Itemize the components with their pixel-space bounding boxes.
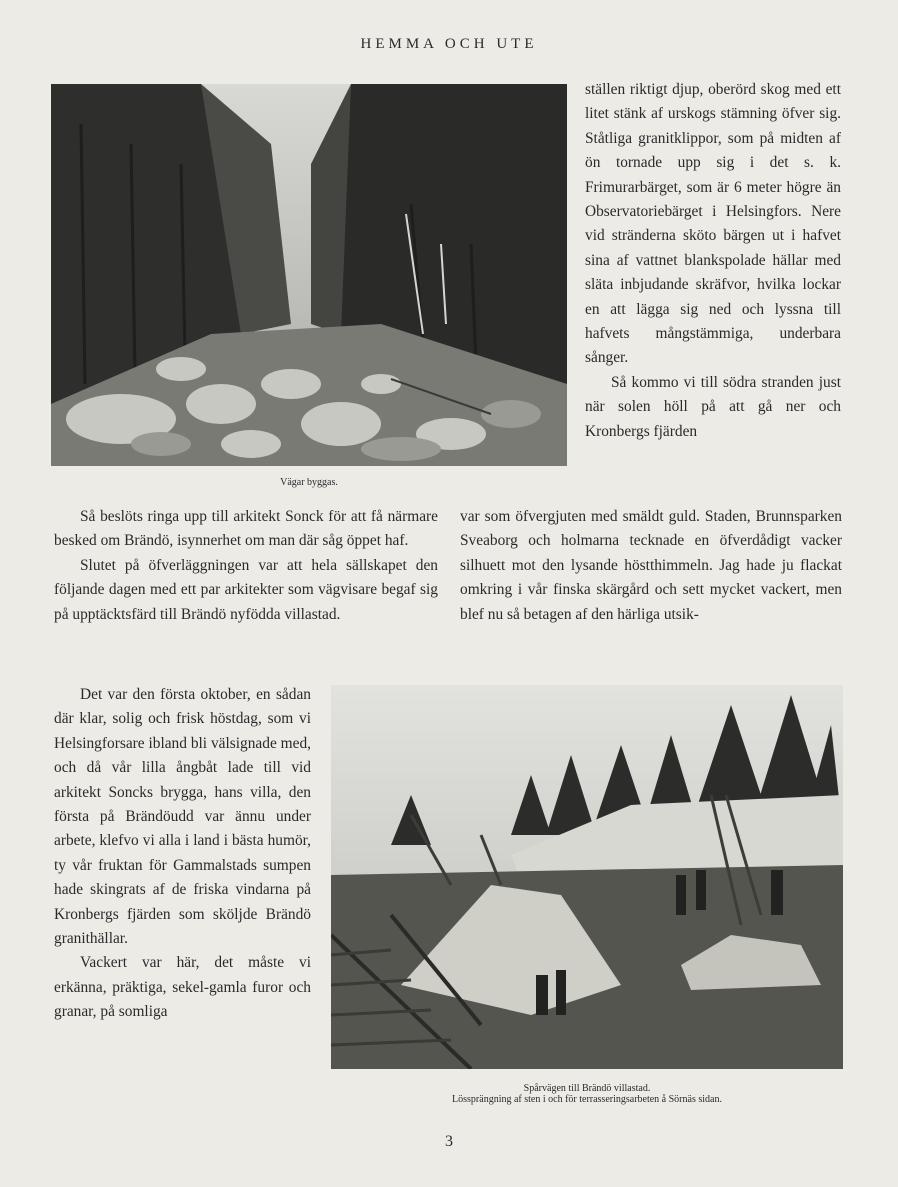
photo-road-construction-image (51, 84, 567, 466)
right-column-paragraph-1: ställen riktigt djup, oberörd skog med ett litet stänk af urskogs stämning öfver sig. Ståtliga granitklippor, som på midten af ön tornade upp sig i det s. k. Frimurarbärget, som är 6 meter högre än Observatoriebärget i Helsingfors. Nere vid stränderna sköto bärgen ut i hafvet sina af vattnet blankspolade hällar med släta inbjudande skräfvor, hvilka lockar en att lägga sig ned och lyssna till hafvets mångstämmiga, underbara sånger. (585, 81, 841, 367)
right-column-paragraph-2: Så kommo vi till södra stranden just när solen höll på att gå ner och Kronbergs fjärden (585, 373, 841, 440)
running-header: HEMMA OCH UTE (360, 36, 538, 52)
right-column-text (585, 78, 841, 444)
left-column-paragraph-1: Det var den första oktober, en sådan där klar, solig och frisk höstdag, som vi Helsingforsare ibland bli välsignade med, och då vår lilla ångbåt lade till vid arkitekt Soncks brygga, hans villa, den första på Brändöudd var ännu under arbete, klefvo vi alla i land i bästa humör, ty vår fruktan för Gammalstads sumpen hade skingrats af de friska vindarna på Kronbergs fjärden som sköljde Brändö granithällar. (54, 686, 311, 948)
caption-railway-construction (331, 1083, 843, 1105)
photo-road-construction (51, 84, 567, 466)
left-column-paragraph-2: Vackert var här, det måste vi erkänna, präktiga, sekel-gamla furor och granar, på somliga (54, 954, 311, 1021)
page-number: 3 (445, 1133, 453, 1150)
middle-right-continuation: var som öfvergjuten med smäldt guld. Staden, Brunnsparken Sveaborg och holmarna tecknade en öfverdådigt vacker silhuett mot den lysande höstthimmeln. Jag hade ju flackat omkring i vår finska skärgård och sett mycket vackert, men blef nu så betagen af den härliga utsik- (460, 508, 842, 623)
photo-railway-construction (331, 685, 843, 1069)
middle-left-paragraph-1: Så beslöts ringa upp till arkitekt Sonck för att få närmare besked om Brändö, isynnerhet om man där såg öppet haf. (54, 508, 438, 550)
caption-road-construction: Vägar byggas. (280, 477, 338, 488)
middle-left-column (54, 505, 438, 627)
left-column-text (54, 683, 311, 1025)
caption-railway-line-1: Spårvägen till Brändö villastad. (523, 1083, 651, 1094)
middle-text-block (54, 505, 842, 627)
photo-railway-construction-image (331, 685, 843, 1069)
caption-railway-line-2: Lössprängning af sten i och för terrasseringsarbeten å Sörnäs sidan. (452, 1094, 722, 1105)
middle-left-paragraph-2: Slutet på öfverläggningen var att hela sällskapet den följande dagen med ett par arkitekter som vägvisare begaf sig på upptäcktsfärd till Brändö nyfödda villastad. (54, 556, 438, 623)
